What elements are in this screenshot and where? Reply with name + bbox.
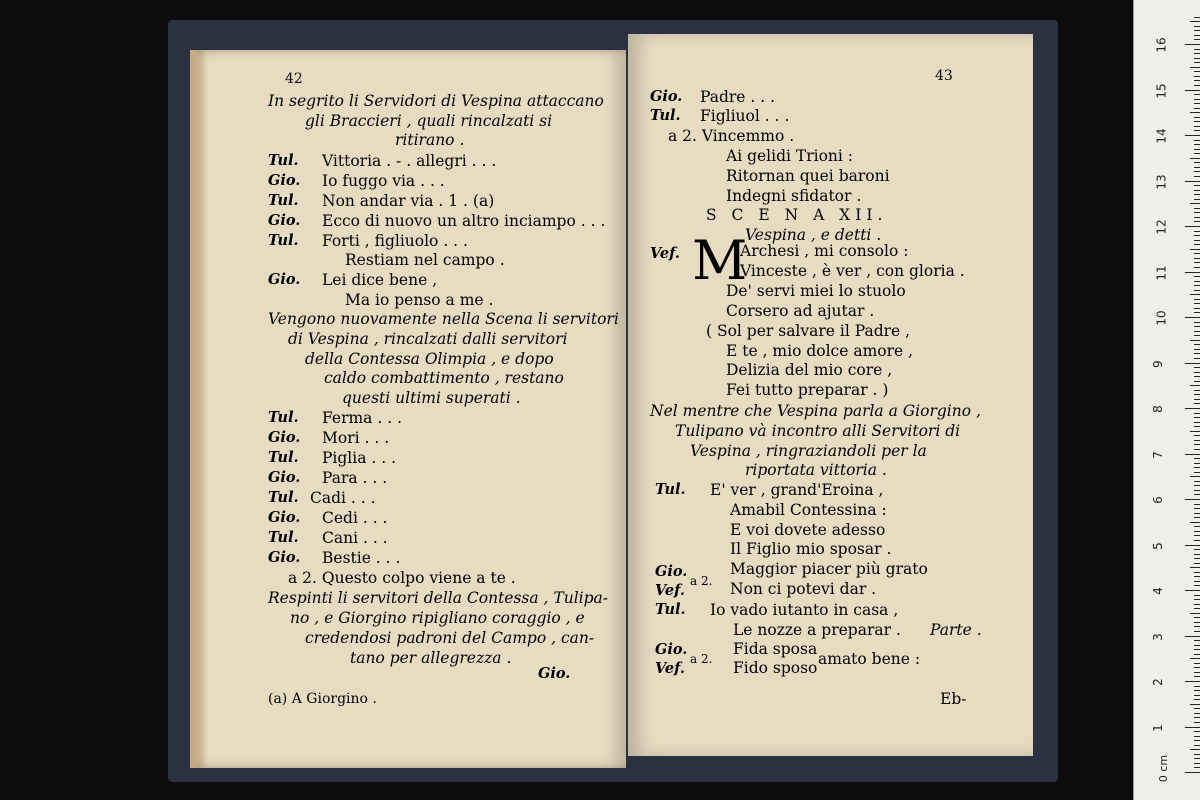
ruler-tick [1190, 112, 1200, 113]
speaker: Tul. [655, 601, 686, 618]
verse-line: Fido sposo [733, 659, 818, 677]
verse-line: Para . . . [322, 469, 388, 487]
ruler-tick [1190, 613, 1200, 614]
ruler-tick [1194, 267, 1200, 268]
ruler-tick [1194, 190, 1200, 191]
ruler-tick [1194, 171, 1200, 172]
ruler-tick [1194, 299, 1200, 300]
verse-line: Le nozze a preparar . [733, 621, 901, 639]
scene-heading: S C E N A XII. [706, 206, 888, 224]
ruler-tick [1194, 62, 1200, 63]
speaker: Gio. [268, 469, 301, 486]
ruler-tick [1190, 658, 1200, 659]
verse-line: Il Figlio mio sposar . [730, 540, 892, 558]
ruler-tick [1194, 490, 1200, 491]
ruler-tick [1194, 449, 1200, 450]
ruler-tick [1194, 17, 1200, 18]
speaker: Tul. [268, 449, 299, 466]
verse-line: a 2. Questo colpo viene a te . [288, 569, 516, 587]
speaker: Tul. [655, 481, 686, 498]
ruler-tick [1194, 372, 1200, 373]
ruler-label: 0 cm [1157, 754, 1171, 783]
ruler-number: 4 [1150, 587, 1165, 595]
ruler-tick [1194, 153, 1200, 154]
ruler-number: 5 [1150, 541, 1165, 550]
ruler-tick [1190, 249, 1200, 250]
ruler-tick [1185, 454, 1200, 455]
ruler-tick [1185, 636, 1200, 637]
ruler-tick [1194, 244, 1200, 245]
ruler-tick [1194, 426, 1200, 427]
speaker: Gio. [655, 641, 688, 658]
speaker: Gio. [268, 271, 301, 288]
ruler-tick [1194, 344, 1200, 345]
ruler-tick [1194, 708, 1200, 709]
ruler-tick [1194, 290, 1200, 291]
ruler-tick [1194, 695, 1200, 696]
ruler-tick [1194, 554, 1200, 555]
ruler-tick [1194, 208, 1200, 209]
verse-line: Cani . . . [322, 529, 388, 547]
stage-direction: Respinti li servitori della Contessa , Tulipa- [268, 589, 609, 607]
speaker: Gio. [268, 172, 301, 189]
ruler-tick [1194, 531, 1200, 532]
verse-line: Delizia del mio core , [726, 361, 893, 379]
ruler-tick [1194, 326, 1200, 327]
ruler-tick [1194, 149, 1200, 150]
verse-line: Indegni sfidator . [726, 187, 862, 205]
ruler-tick [1194, 262, 1200, 263]
ruler-tick [1194, 403, 1200, 404]
ruler-tick [1194, 367, 1200, 368]
verse-line: Non ci potevi dar . [730, 580, 877, 598]
ruler-tick [1194, 312, 1200, 313]
stage-direction: Vespina , e detti . [745, 226, 882, 244]
ruler-tick [1194, 117, 1200, 118]
ruler-tick [1194, 322, 1200, 323]
verse-line: Restiam nel campo . [345, 251, 505, 269]
ruler-number: 9 [1150, 359, 1165, 368]
stage-direction: In segrito li Servidori di Vespina attaccano [268, 92, 604, 110]
stage-direction: gli Braccieri , quali rincalzati si [305, 112, 553, 130]
ruler-tick [1185, 545, 1200, 546]
verse-line: Figliuol . . . [700, 107, 790, 125]
verse-line: amato bene : [818, 650, 921, 668]
speaker: Gio. [268, 549, 301, 566]
ruler-tick [1194, 458, 1200, 459]
stage-direction: tano per allegrezza . [350, 649, 512, 667]
ruler-number: 2 [1150, 678, 1165, 686]
ruler-tick [1194, 599, 1200, 600]
ruler-tick [1194, 121, 1200, 122]
ruler-tick [1194, 549, 1200, 550]
ruler-tick [1194, 440, 1200, 441]
ruler-number: 14 [1154, 128, 1169, 144]
speaker: Gio. [268, 212, 301, 229]
verse-line: Lei dice bene , [322, 271, 438, 289]
ruler-tick [1194, 585, 1200, 586]
ruler-tick [1194, 231, 1200, 232]
footnote: (a) A Giorgino . [268, 691, 377, 707]
ruler-number: 12 [1154, 219, 1169, 235]
ruler-tick [1194, 85, 1200, 86]
ruler-tick [1194, 303, 1200, 304]
ruler-tick [1190, 21, 1200, 22]
stage-direction: di Vespina , rincalzati dalli servitori [288, 330, 568, 348]
ruler-tick [1194, 754, 1200, 755]
ruler-tick [1194, 126, 1200, 127]
ruler-tick [1194, 94, 1200, 95]
ruler-tick [1194, 540, 1200, 541]
stage-direction: Vengono nuovamente nella Scena li servitori [268, 310, 619, 328]
ruler-tick [1194, 212, 1200, 213]
ruler-number: 16 [1154, 37, 1169, 53]
verse-line: Corsero ad ajutar . [726, 302, 875, 320]
verse-line: Forti , figliuolo . . . [322, 232, 468, 250]
speaker: Gio. [268, 509, 301, 526]
ruler-number: 1 [1150, 723, 1165, 732]
verse-line: Ritornan quei baroni [726, 167, 890, 185]
ruler-tick [1194, 517, 1200, 518]
verse-line: Non andar via . 1 . (a) [322, 192, 495, 210]
ruler-tick [1194, 667, 1200, 668]
verse-line: Fida sposa [733, 640, 818, 658]
ruler-tick [1194, 103, 1200, 104]
verse-line: Fei tutto preparar . ) [726, 381, 889, 399]
page-number: 43 [935, 68, 953, 84]
ruler-tick [1190, 522, 1200, 523]
ruler-tick [1194, 308, 1200, 309]
ruler-tick [1194, 595, 1200, 596]
ruler-tick [1194, 413, 1200, 414]
ruler-tick [1194, 608, 1200, 609]
ruler-tick [1194, 258, 1200, 259]
verse-line: E te , mio dolce amore , [726, 342, 914, 360]
ruler-tick [1194, 563, 1200, 564]
ruler-tick [1185, 408, 1200, 409]
ruler-tick [1194, 130, 1200, 131]
speaker: Vef. [655, 660, 685, 677]
ruler-tick [1194, 162, 1200, 163]
verse-line: Cadi . . . [310, 489, 376, 507]
ruler-tick [1194, 217, 1200, 218]
verse-line: ( Sol per salvare il Padre , [706, 322, 911, 340]
ruler-tick [1194, 558, 1200, 559]
ruler-tick [1194, 176, 1200, 177]
ruler-tick [1194, 649, 1200, 650]
ruler-tick [1194, 331, 1200, 332]
stage-direction: no , e Giorgino ripigliano coraggio , e [290, 609, 585, 627]
ruler-tick [1185, 727, 1200, 728]
verse-line: E voi dovete adesso [730, 521, 886, 539]
ruler-tick [1194, 30, 1200, 31]
ruler-tick [1190, 67, 1200, 68]
ruler-tick [1194, 394, 1200, 395]
ruler-tick [1194, 676, 1200, 677]
ruler-tick [1194, 576, 1200, 577]
ruler-tick [1185, 135, 1200, 136]
ruler-tick [1194, 740, 1200, 741]
ruler-tick [1194, 353, 1200, 354]
verse-line: Cedi . . . [322, 509, 388, 527]
ruler-tick [1185, 226, 1200, 227]
ruler-tick [1185, 772, 1200, 773]
ruler-tick [1194, 494, 1200, 495]
ruler-tick [1194, 276, 1200, 277]
ruler-tick [1194, 626, 1200, 627]
speaker: Gio. [268, 429, 301, 446]
ruler-tick [1194, 481, 1200, 482]
ruler-tick [1194, 690, 1200, 691]
speaker: Vef. [650, 245, 680, 262]
ruler-tick [1194, 144, 1200, 145]
ruler-tick [1194, 422, 1200, 423]
verse-line: Ecco di nuovo un altro inciampo . . . [322, 212, 606, 230]
ruler-tick [1194, 381, 1200, 382]
speaker: Vef. [655, 582, 685, 599]
ruler-tick [1194, 572, 1200, 573]
ruler-tick [1194, 417, 1200, 418]
ruler-tick [1194, 26, 1200, 27]
catchword: Gio. [538, 665, 571, 682]
speaker: Tul. [268, 152, 299, 169]
ruler-number: 3 [1150, 632, 1165, 641]
verse-line: Padre . . . [700, 88, 776, 106]
ruler-tick [1194, 686, 1200, 687]
ruler-tick [1194, 58, 1200, 59]
ruler-tick [1194, 349, 1200, 350]
verse-line: Amabil Contessina : [730, 501, 887, 519]
page-number: 42 [285, 71, 303, 87]
ruler-number: 11 [1154, 264, 1169, 281]
verse-line: a 2. Vincemmo . [668, 127, 795, 145]
ruler-tick [1194, 617, 1200, 618]
ruler-tick [1190, 749, 1200, 750]
ruler-tick [1190, 567, 1200, 568]
ruler-tick [1194, 221, 1200, 222]
verse-line: Io vado iutanto in casa , [710, 601, 899, 619]
ruler-tick [1185, 90, 1200, 91]
speaker: Tul. [268, 409, 299, 426]
ruler-tick [1194, 80, 1200, 81]
ruler-tick [1194, 663, 1200, 664]
ruler-tick [1185, 44, 1200, 45]
ruler-tick [1185, 681, 1200, 682]
ruler-tick [1194, 631, 1200, 632]
ruler-tick [1194, 240, 1200, 241]
ruler-tick [1194, 513, 1200, 514]
ruler-tick [1194, 199, 1200, 200]
ruler-tick [1194, 335, 1200, 336]
ruler-tick [1194, 140, 1200, 141]
ruler-tick [1194, 390, 1200, 391]
verse-line: De' servi miei lo stuolo [726, 282, 906, 300]
ruler-tick [1194, 622, 1200, 623]
verse-line: Io fuggo via . . . [322, 172, 445, 190]
speaker: Gio. [655, 563, 688, 580]
verse-line: E' ver , grand'Eroina , [710, 481, 884, 499]
ruler-tick [1194, 463, 1200, 464]
ruler-tick [1194, 399, 1200, 400]
ruler-tick [1194, 435, 1200, 436]
ruler-tick [1194, 53, 1200, 54]
ruler-tick [1194, 581, 1200, 582]
ruler-tick [1185, 499, 1200, 500]
ruler-tick [1194, 185, 1200, 186]
ruler-tick [1194, 285, 1200, 286]
ruler-tick [1194, 736, 1200, 737]
ruler-tick [1190, 431, 1200, 432]
stage-direction: della Contessa Olimpia , e dopo [305, 350, 554, 368]
stage-direction: riportata vittoria . [745, 461, 887, 479]
ruler-tick [1194, 767, 1200, 768]
ruler-tick [1194, 640, 1200, 641]
verse-line: Archesi , mi consolo : [740, 242, 909, 260]
speaker: Tul. [650, 107, 681, 124]
ruler-tick [1194, 467, 1200, 468]
ruler-number: 8 [1150, 405, 1165, 413]
ruler-tick [1194, 526, 1200, 527]
ruler-number: 7 [1150, 450, 1165, 459]
ruler-tick [1194, 253, 1200, 254]
ruler-tick [1194, 535, 1200, 536]
ruler-tick [1194, 49, 1200, 50]
ruler-tick [1194, 35, 1200, 36]
ruler-tick [1194, 722, 1200, 723]
ruler-tick [1194, 672, 1200, 673]
ruler-tick [1194, 71, 1200, 72]
verse-line: Ai gelidi Trioni : [726, 147, 854, 165]
verse-line: Maggior piacer più grato [730, 560, 928, 578]
stage-direction: Tulipano và incontro alli Servitori di [675, 422, 961, 440]
verse-line: Ma io penso a me . [345, 291, 494, 309]
ruler-tick [1194, 604, 1200, 605]
ruler-tick [1194, 508, 1200, 509]
speaker: Tul. [268, 232, 299, 249]
ruler-number: 13 [1154, 173, 1169, 190]
verse-line: Mori . . . [322, 429, 390, 447]
ruler-tick [1194, 235, 1200, 236]
ruler-tick [1190, 203, 1200, 204]
speaker: Gio. [650, 88, 683, 105]
speaker: Tul. [268, 529, 299, 546]
ruler-tick [1185, 317, 1200, 318]
measuring-ruler [1133, 0, 1200, 800]
ruler-tick [1190, 294, 1200, 295]
ruler-tick [1194, 472, 1200, 473]
ruler-tick [1194, 358, 1200, 359]
stage-direction: ritirano . [395, 131, 465, 149]
ruler-number: 10 [1154, 310, 1169, 326]
ruler-tick [1185, 590, 1200, 591]
ruler-tick [1190, 476, 1200, 477]
ruler-tick [1194, 731, 1200, 732]
ruler-tick [1194, 485, 1200, 486]
duet-marker: a 2. [690, 574, 713, 588]
verse-line: Ferma . . . [322, 409, 402, 427]
stage-direction: caldo combattimento , restano [324, 369, 564, 387]
ruler-tick [1194, 763, 1200, 764]
ruler-tick [1190, 385, 1200, 386]
ruler-tick [1194, 699, 1200, 700]
ruler-tick [1185, 272, 1200, 273]
ruler-tick [1194, 717, 1200, 718]
ruler-number: 15 [1154, 82, 1169, 99]
stage-direction: questi ultimi superati . [342, 389, 521, 407]
drop-cap: M [692, 229, 748, 292]
ruler-tick [1190, 158, 1200, 159]
ruler-tick [1190, 704, 1200, 705]
ruler-tick [1194, 376, 1200, 377]
verse-line: Vinceste , è ver , con gloria . [740, 262, 965, 280]
ruler-tick [1194, 167, 1200, 168]
ruler-tick [1194, 758, 1200, 759]
ruler-tick [1194, 713, 1200, 714]
verse-line: Vittoria . - . allegri . . . [322, 152, 497, 170]
verse-line: Bestie . . . [322, 549, 401, 567]
ruler-tick [1194, 39, 1200, 40]
ruler-number: 6 [1150, 496, 1165, 504]
ruler-tick [1194, 745, 1200, 746]
ruler-tick [1185, 363, 1200, 364]
ruler-tick [1185, 181, 1200, 182]
ruler-tick [1194, 654, 1200, 655]
ruler-tick [1194, 645, 1200, 646]
stage-direction: Nel mentre che Vespina parla a Giorgino , [650, 402, 981, 420]
stage-direction: credendosi padroni del Campo , can- [305, 629, 595, 647]
ruler-tick [1194, 108, 1200, 109]
ruler-tick [1194, 504, 1200, 505]
duet-marker: a 2. [690, 652, 713, 666]
speaker: Tul. [268, 489, 299, 506]
stage-direction: Parte . [930, 621, 982, 639]
ruler-tick [1194, 76, 1200, 77]
verse-line: Piglia . . . [322, 449, 397, 467]
speaker: Tul. [268, 192, 299, 209]
ruler-tick [1194, 194, 1200, 195]
catchword: Eb- [940, 690, 967, 708]
ruler-tick [1194, 99, 1200, 100]
ruler-tick [1194, 281, 1200, 282]
ruler-tick [1190, 340, 1200, 341]
stage-direction: Vespina , ringraziandoli per la [690, 442, 927, 460]
ruler-tick [1194, 444, 1200, 445]
